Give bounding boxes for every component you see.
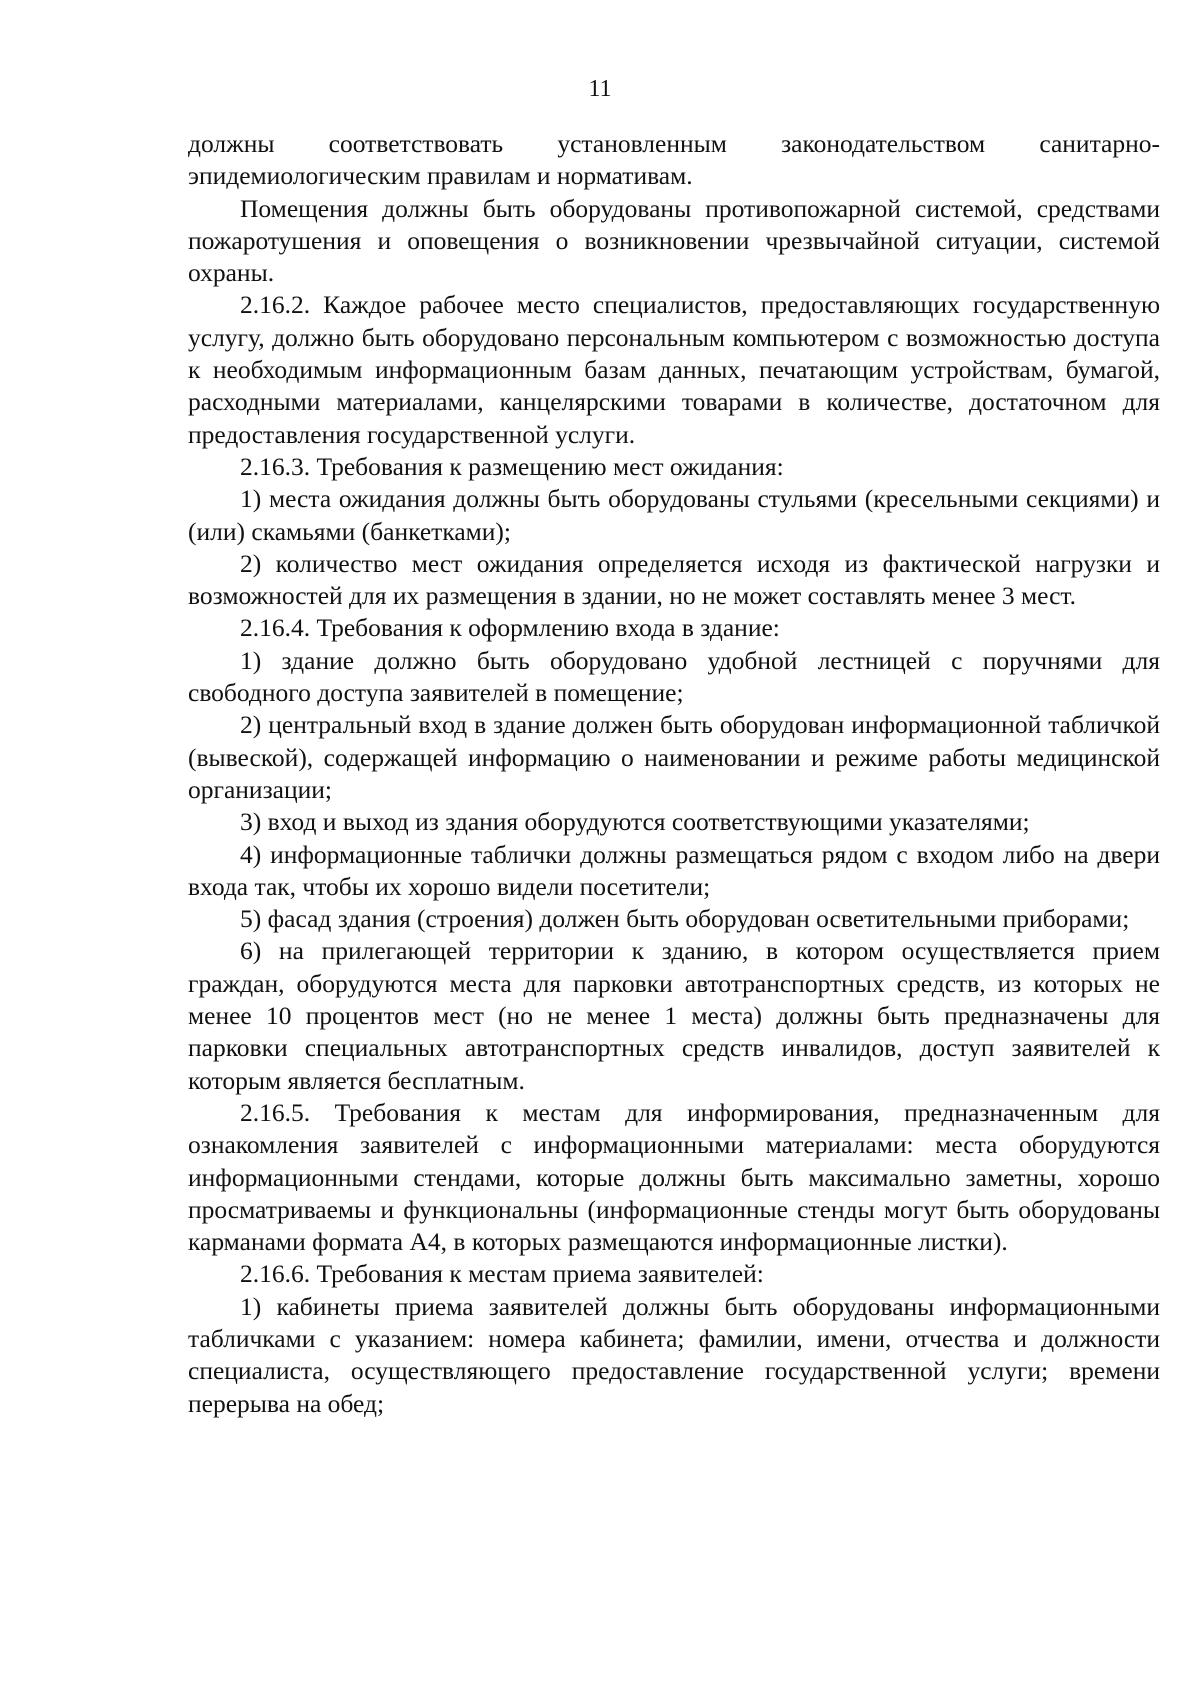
paragraph: Помещения должны быть оборудованы противопожарной системой, средствами пожаротушения и оповещения о возникновении чрезвычайной ситуации, системой охраны. bbox=[188, 193, 1160, 288]
list-item: 1) здание должно быть оборудовано удобной лестницей с поручнями для свободного доступа заявителей в помещение; bbox=[188, 645, 1160, 708]
list-item: 1) места ожидания должны быть оборудованы стульями (кресельными секциями) и (или) скамьями (банкетками); bbox=[188, 484, 1160, 546]
list-item: 1) кабинеты приема заявителей должны быть оборудованы информационными табличками с указанием: номера кабинета; фамилии, имени, отчества и должности специалиста, осуществляющего предоставление государственной услуги; времени перерыва на обед; bbox=[188, 1291, 1160, 1418]
list-item: 5) фасад здания (строения) должен быть оборудован осветительными приборами; bbox=[240, 904, 1130, 934]
list-item: 3) вход и выход из здания оборудуются соответствующими указателями; bbox=[240, 807, 1030, 837]
paragraph-clause-2-16-6: 2.16.6. Требования к местам приема заявителей: bbox=[240, 1259, 764, 1289]
list-item: 2) центральный вход в здание должен быть оборудован информационной табличкой (вывеской), содержащей информацию о наименовании и режиме работы медицинской организации; bbox=[188, 710, 1160, 804]
paragraph-continuation: должны соответствовать установленным законодательством санитарно-эпидемиологическим правилам и нормативам. bbox=[188, 129, 1160, 191]
list-item: 4) информационные таблички должны размещаться рядом с входом либо на двери входа так, чтобы их хорошо видели посетители; bbox=[188, 839, 1160, 901]
list-item: 2) количество мест ожидания определяется исходя из фактической нагрузки и возможностей для их размещения в здании, но не может составлять менее 3 мест. bbox=[188, 548, 1160, 611]
paragraph-clause-2-16-2: 2.16.2. Каждое рабочее место специалистов, предоставляющих государственную услугу, должно быть оборудовано персональным компьютером с возможностью доступа к необходимым информационным базам данных, печатающим устройствам, бумагой, расходными материалами, канцелярскими товарами в количестве, достаточном для предоставления государственной услуги. bbox=[188, 290, 1160, 449]
list-item: 6) на прилегающей территории к зданию, в котором осуществляется прием граждан, оборудуются места для парковки автотранспортных средств, из которых не менее 10 процентов мест (но не менее 1 места) должны быть предназначены для парковки специальных автотранспортных средств инвалидов, доступ заявителей к которым является бесплатным. bbox=[188, 936, 1160, 1095]
page-number: 11 bbox=[588, 76, 612, 102]
document-body bbox=[188, 128, 1160, 1420]
paragraph-clause-2-16-4: 2.16.4. Требования к оформлению входа в здание: bbox=[240, 613, 780, 643]
paragraph-clause-2-16-3: 2.16.3. Требования к размещению мест ожидания: bbox=[240, 451, 784, 481]
paragraph-clause-2-16-5: 2.16.5. Требования к местам для информирования, предназначенным для ознакомления заявителей с информационными материалами: места оборудуются информационными стендами, которые должны быть максимально заметны, хорошо просматриваемы и функциональны (информационные стенды могут быть оборудованы карманами формата А4, в которых размещаются информационные листки). bbox=[188, 1097, 1160, 1257]
